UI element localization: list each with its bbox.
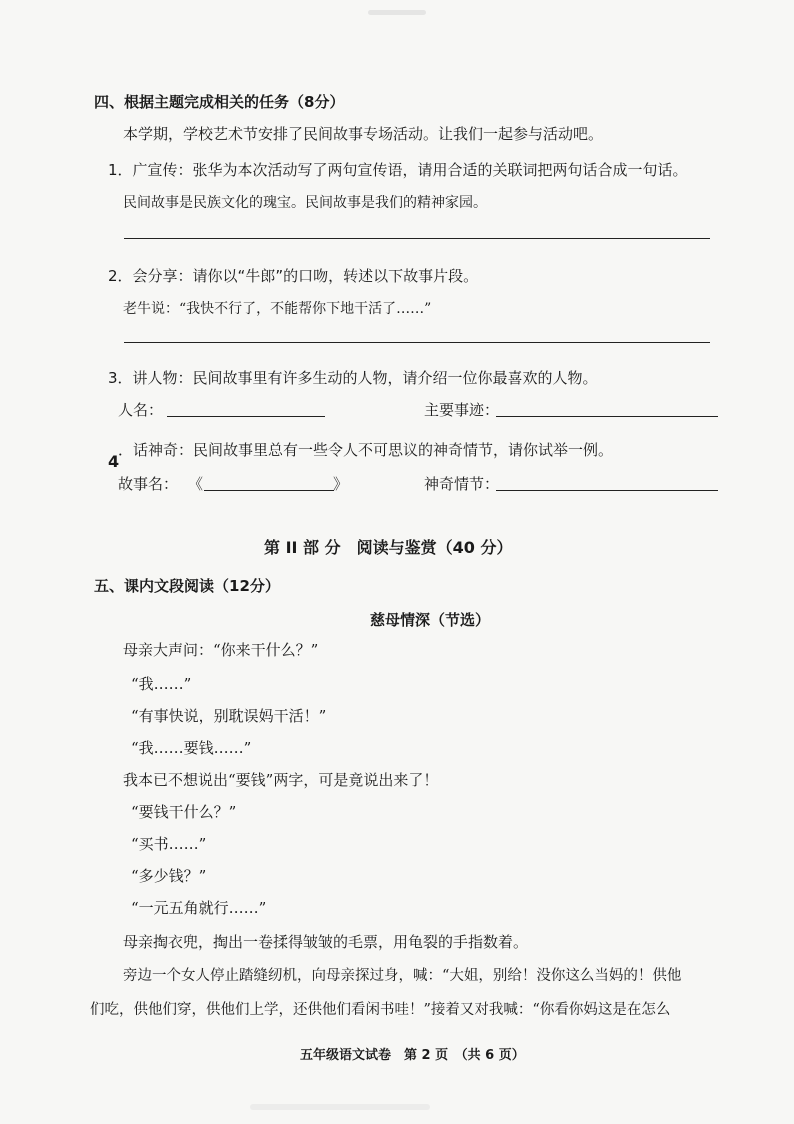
q2-answer-line[interactable] — [124, 342, 710, 343]
scan-smudge — [368, 10, 426, 15]
q3-name-label: 人名： — [118, 401, 164, 419]
q4-handwritten-number: 4 — [108, 452, 120, 471]
q4-plot-label: 神奇情节： — [424, 475, 500, 493]
passage-line: 们吃，供他们穿，供他们上学，还供他们看闲书哇！”接着又对我喊：“你看你妈这是在怎么 — [90, 1002, 671, 1018]
passage-line: “我……” — [131, 675, 192, 693]
q3-name-line[interactable] — [167, 416, 325, 417]
passage-title: 慈母情深（节选） — [370, 611, 491, 629]
q4-story-line[interactable] — [204, 490, 334, 491]
section5-heading: 五、课内文段阅读（12分） — [94, 577, 280, 595]
passage-line: “有事快说，别耽误妈干活！” — [131, 707, 327, 725]
passage-line: 母亲大声问：“你来干什么？” — [123, 641, 319, 659]
passage-line: “我……要钱……” — [131, 739, 252, 757]
q1-prompt: 1．广宣传：张华为本次活动写了两句宣传语，请用合适的关联词把两句话合成一句话。 — [108, 161, 688, 179]
passage-line: 我本已不想说出“要钱”两字，可是竟说出来了！ — [123, 771, 439, 789]
q4-prompt: ．话神奇：民间故事里总有一些令人不可思议的神奇情节，请你试举一例。 — [118, 441, 614, 459]
section4-intro: 本学期，学校艺术节安排了民间故事专场活动。让我们一起参与活动吧。 — [123, 125, 604, 143]
passage-line: “多少钱？” — [131, 867, 207, 885]
passage-line: “一元五角就行……” — [131, 899, 267, 917]
passage-line: “买书……” — [131, 835, 207, 853]
passage-line: 旁边一个女人停止踏缝纫机，向母亲探过身，喊：“大姐，别给！没你这么当妈的！供他 — [123, 968, 682, 984]
q1-sentence: 民间故事是民族文化的瑰宝。民间故事是我们的精神家园。 — [123, 195, 487, 211]
page-footer: 五年级语文试卷 第 2 页 （共 6 页） — [300, 1048, 525, 1063]
q3-prompt: 3．讲人物：民间故事里有许多生动的人物，请介绍一位你最喜欢的人物。 — [108, 369, 598, 387]
passage-line: 母亲掏衣兜，掏出一卷揉得皱皱的毛票，用龟裂的手指数着。 — [123, 933, 529, 951]
section4-heading: 四、根据主题完成相关的任务（8分） — [94, 93, 345, 111]
q4-plot-line[interactable] — [496, 490, 718, 491]
q3-deeds-line[interactable] — [496, 416, 718, 417]
part2-title: 第 II 部 分 阅读与鉴赏（40 分） — [264, 538, 513, 557]
q4-story-label: 故事名： — [118, 475, 179, 493]
q2-prompt: 2．会分享：请你以“牛郎”的口吻，转述以下故事片段。 — [108, 267, 479, 285]
q4-open-bracket: 《 — [188, 475, 204, 493]
passage-line: “要钱干什么？” — [131, 803, 237, 821]
q3-deeds-label: 主要事迹： — [424, 401, 500, 419]
q4-close-bracket: 》 — [333, 475, 349, 493]
q2-quote: 老牛说：“我快不行了，不能帮你下地干活了……” — [123, 301, 432, 317]
q1-answer-line[interactable] — [124, 238, 710, 239]
scan-smudge — [250, 1104, 430, 1110]
